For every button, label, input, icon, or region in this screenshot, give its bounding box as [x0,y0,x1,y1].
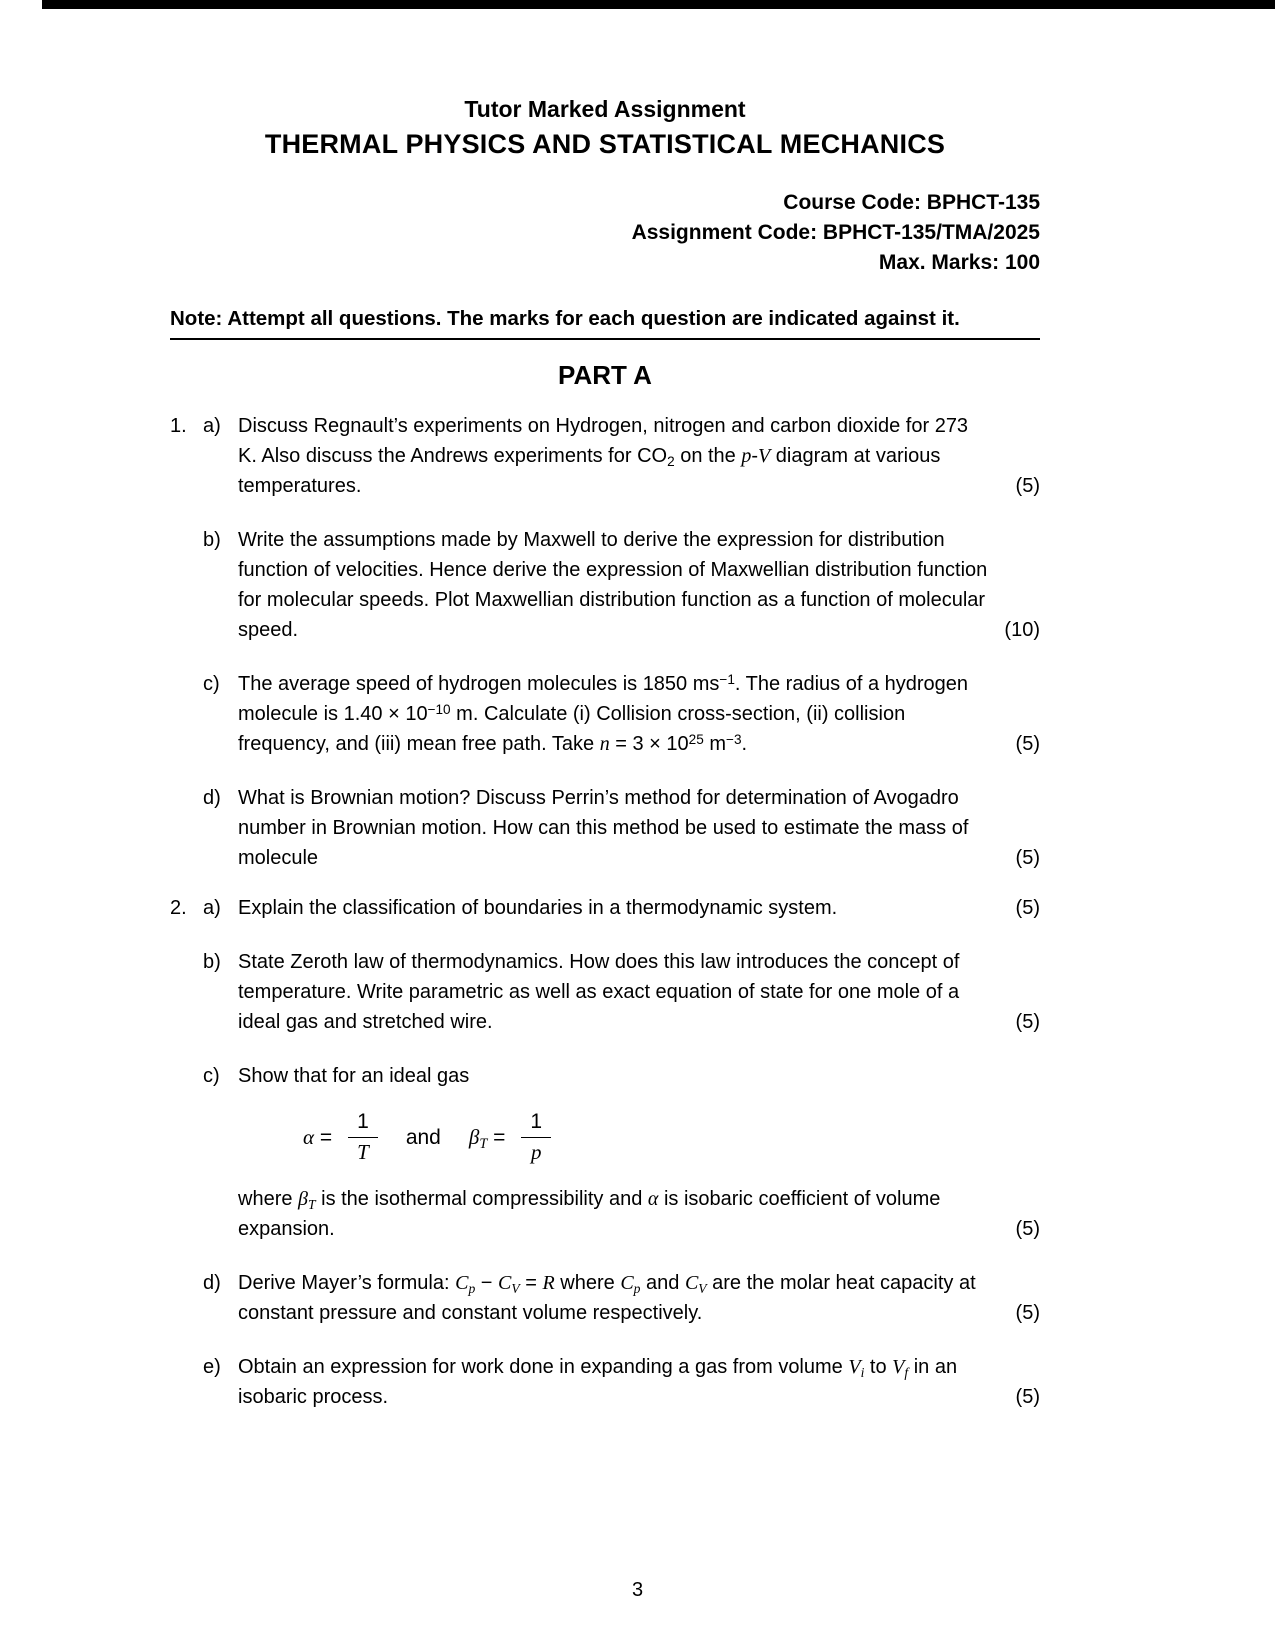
part-2b-body [238,947,1040,1037]
question-1-number: 1. [170,415,187,438]
course-title: THERMAL PHYSICS AND STATISTICAL MECHANICS [264,129,946,159]
part-1b-label: b) [203,529,221,552]
part-2a-label: a) [203,897,221,920]
assignment-type-title: Tutor Marked Assignment [464,96,746,122]
question-2c [203,1061,1040,1244]
fraction-denominator: T [357,1139,369,1164]
part-1a-text: Discuss Regnault’s experiments on Hydrogen, nitrogen and carbon dioxide for 273 K. Also discuss the Andrews experiments for $CO_2$ on the p-V diagram at various temperatures. [238,415,969,498]
question-2-number: 2. [170,897,187,920]
question-2d [203,1268,1040,1328]
part-1d-marks: (5) [1015,847,1040,870]
part-1c-body [238,669,1040,759]
part-1a-label: a) [203,415,221,438]
part-1b-marks: (10) [1004,619,1040,642]
question-2b [203,947,1040,1037]
fraction-numerator: 1 [348,1109,378,1137]
part-2d-label: d) [203,1271,221,1294]
question-1c [203,669,1040,759]
part-2b-label: b) [203,951,221,974]
part-1d-text: What is Brownian motion? Discuss Perrin’s method for determination of Avogadro number in Brownian motion. How can this method be used to estimate the mass of molecule [238,787,969,870]
part-1d-label: d) [203,787,221,810]
assignment-code: Assignment Code: BPHCT-135/TMA/2025 [631,220,1040,244]
part-1a-body [238,411,1040,501]
part-2a-marks: (5) [1015,897,1040,920]
part-1c-text: The average speed of hydrogen molecules is 1850 $ms^{-1}$. The radius of a hydrogen molecule is $1.40 \times 10^{-10}$ m. Calculate (i) Collision cross-section, (ii) collision frequency, and (iii) mean free path. Take $n = 3 \times 10^{25}$ $m^{-3}$. [238,672,969,756]
course-code: Course Code: BPHCT-135 [783,191,1040,214]
question-1a [203,411,1040,501]
part-2c-where-text: where $\beta_T$ is the isothermal compressibility and α is isobaric coefficient of volume expansion. [238,1187,941,1240]
beta-T-equals: $\beta_T$ = [468,1124,506,1152]
part-2c-body [238,1061,1040,1244]
ideal-gas-equation [303,1109,988,1166]
part-2c-marks: (5) [1015,1217,1040,1240]
part-2d-body [238,1268,1040,1328]
note-banner: Note: Attempt all questions. The marks for each question are indicated against it. [170,307,1040,340]
part-a-heading: PART A [558,360,652,391]
question-2-parts [203,893,1040,1412]
fraction-denominator: p [530,1139,542,1164]
part-2e-label: e) [203,1355,221,1378]
question-1d [203,783,1040,873]
part-1b-body [238,525,1040,645]
fraction-one-over-T [348,1109,378,1166]
part-1b-text: Write the assumptions made by Maxwell to derive the expression for distribution function of velocities. Hence derive the expression of Maxwellian distribution function for molecular speeds. Plot Maxwellian distribution function as a function of molecular speed. [238,529,988,642]
part-1a-marks: (5) [1015,475,1040,498]
part-1d-body [238,783,1040,873]
part-2c-label: c) [203,1065,220,1088]
question-1 [170,411,1040,873]
document-header [170,96,1040,277]
fraction-one-over-p [521,1109,551,1166]
part-2b-text: State Zeroth law of thermodynamics. How does this law introduces the concept of temperature. Write parametric as well as exact equation of state for one mole of a ideal gas and stretched wire. [238,951,960,1034]
part-2e-body [238,1352,1040,1412]
question-2 [170,893,1040,1412]
alpha-equals: α = [303,1124,333,1149]
part-1c-label: c) [203,673,220,696]
equation-connector: and [405,1125,441,1149]
fraction-numerator: 1 [521,1109,551,1137]
question-1b [203,525,1040,645]
part-2d-marks: (5) [1015,1301,1040,1324]
part-1c-marks: (5) [1015,733,1040,756]
part-2c-intro: Show that for an ideal gas [238,1065,470,1088]
part-2a-body [238,893,1040,923]
part-2d-text: Derive Mayer’s formula: $C_p - C_V = R$ where $C_p$ and $C_V$ are the molar heat capacity at constant pressure and constant volume respectively. [238,1271,976,1324]
question-2a [203,893,1040,923]
question-2e [203,1352,1040,1412]
page-number: 3 [631,1579,644,1601]
part-2b-marks: (5) [1015,1011,1040,1034]
question-1-parts [203,411,1040,873]
part-2a-text: Explain the classification of boundaries in a thermodynamic system. [238,897,838,920]
part-2e-marks: (5) [1015,1385,1040,1408]
assignment-meta [170,188,1040,277]
max-marks: Max. Marks: 100 [878,250,1040,274]
part-2e-text: Obtain an expression for work done in expanding a gas from volume $V_i$ to $V_f$ in an isobaric process. [238,1355,958,1408]
